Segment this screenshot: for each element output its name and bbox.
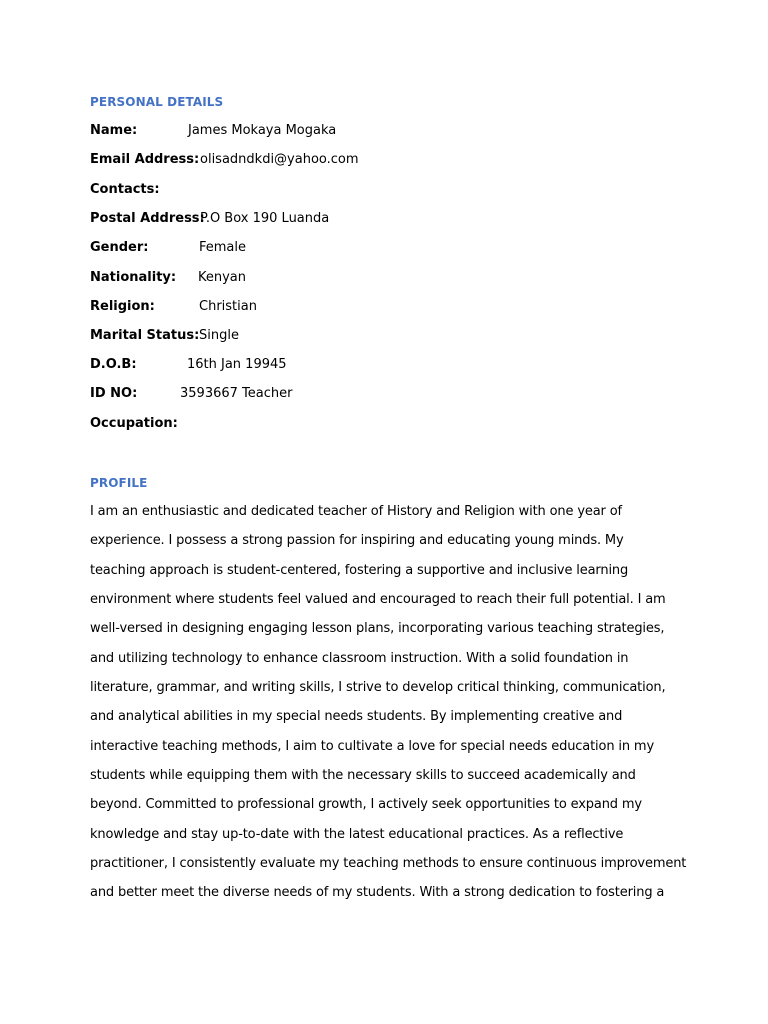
detail-value: 3593667 Teacher bbox=[180, 386, 293, 401]
detail-row-religion bbox=[90, 297, 590, 317]
detail-row-name bbox=[90, 121, 590, 141]
detail-label: Contacts: bbox=[90, 182, 160, 197]
detail-value: 16th Jan 19945 bbox=[187, 357, 287, 372]
profile-line: practitioner, I consistently evaluate my teaching methods to ensure continuous improvement bbox=[90, 856, 687, 871]
profile-line: experience. I possess a strong passion for inspiring and educating young minds. My bbox=[90, 533, 624, 548]
detail-value: James Mokaya Mogaka bbox=[188, 123, 337, 138]
profile-line: environment where students feel valued and encouraged to reach their full potential. I am bbox=[90, 592, 666, 607]
detail-label: Email Address: bbox=[90, 152, 200, 167]
detail-row-contacts bbox=[90, 180, 590, 200]
detail-row-postal-address bbox=[90, 209, 590, 229]
detail-label: D.O.B: bbox=[90, 357, 137, 372]
detail-value: Kenyan bbox=[198, 270, 247, 285]
detail-row-occupation bbox=[90, 414, 590, 434]
detail-value: P.O Box 190 Luanda bbox=[200, 211, 330, 226]
detail-row-dob bbox=[90, 355, 590, 375]
detail-label: Name: bbox=[90, 123, 138, 138]
detail-label: Gender: bbox=[90, 240, 149, 255]
profile-line: and better meet the diverse needs of my students. With a strong dedication to fostering a bbox=[90, 885, 665, 900]
detail-row-marital-status bbox=[90, 326, 590, 346]
detail-value: olisadndkdi@yahoo.com bbox=[200, 152, 359, 167]
profile-heading: PROFILE bbox=[90, 476, 148, 490]
detail-row-email bbox=[90, 150, 590, 170]
detail-label: ID NO: bbox=[90, 386, 138, 401]
detail-value: Christian bbox=[199, 299, 257, 314]
profile-line: and utilizing technology to enhance classroom instruction. With a solid foundation in bbox=[90, 651, 629, 666]
detail-value: Female bbox=[199, 240, 247, 255]
profile-line: knowledge and stay up-to-date with the latest educational practices. As a reflective bbox=[90, 827, 624, 842]
profile-line: students while equipping them with the necessary skills to succeed academically and bbox=[90, 768, 636, 783]
detail-row-nationality bbox=[90, 268, 590, 288]
profile-line: and analytical abilities in my special needs students. By implementing creative and bbox=[90, 709, 623, 724]
profile-line: well-versed in designing engaging lesson plans, incorporating various teaching strategies, bbox=[90, 621, 665, 636]
profile-line: teaching approach is student-centered, fostering a supportive and inclusive learning bbox=[90, 563, 629, 578]
personal-details-heading: PERSONAL DETAILS bbox=[90, 95, 224, 109]
detail-value: Single bbox=[199, 328, 239, 343]
detail-row-gender bbox=[90, 238, 590, 258]
profile-line: I am an enthusiastic and dedicated teacher of History and Religion with one year of bbox=[90, 504, 622, 519]
detail-label: Marital Status: bbox=[90, 328, 200, 343]
detail-label: Postal Address: bbox=[90, 211, 205, 226]
detail-label: Nationality: bbox=[90, 270, 177, 285]
profile-line: interactive teaching methods, I aim to cultivate a love for special needs education in my bbox=[90, 739, 654, 754]
detail-label: Occupation: bbox=[90, 416, 178, 431]
profile-line: literature, grammar, and writing skills, I strive to develop critical thinking, communication, bbox=[90, 680, 666, 695]
detail-row-id-no bbox=[90, 384, 590, 404]
profile-line: beyond. Committed to professional growth, I actively seek opportunities to expand my bbox=[90, 797, 642, 812]
detail-label: Religion: bbox=[90, 299, 155, 314]
